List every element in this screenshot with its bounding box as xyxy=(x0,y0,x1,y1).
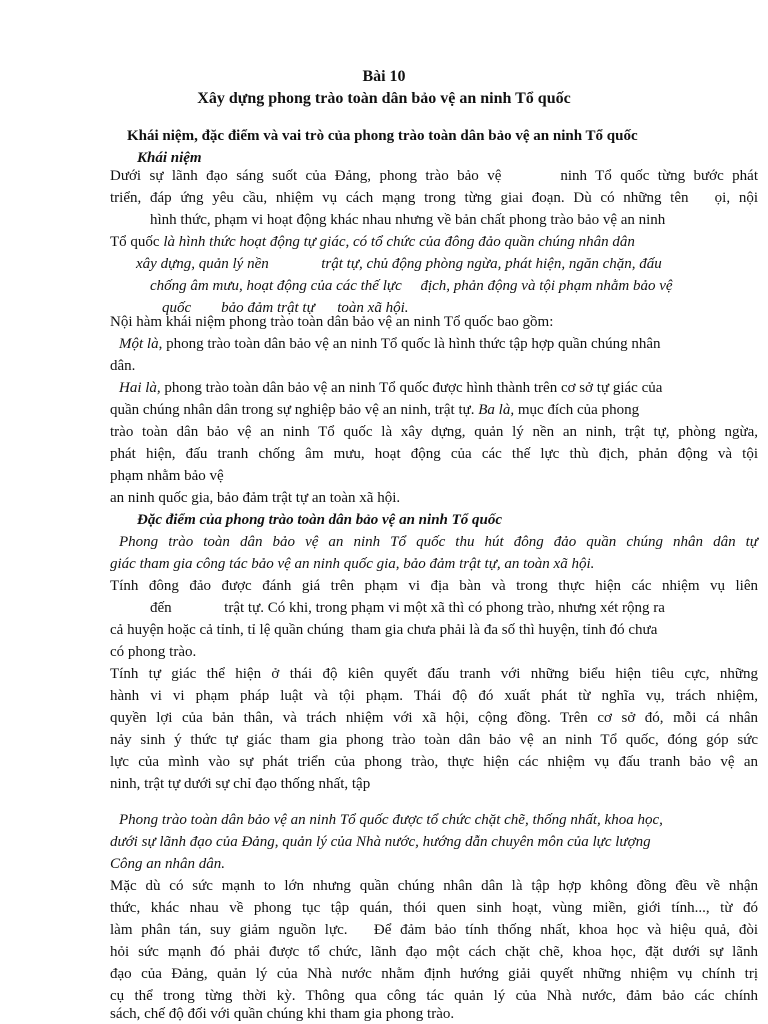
text-line: phát hiện, đấu tranh chống âm mưu, hoạt động của các thế lực thù địch, phản động và tội xyxy=(110,446,758,462)
text-line: Mặc dù có sức mạnh to lớn nhưng quần chúng nhân dân là tập hợp không đồng đều về nhận xyxy=(110,878,758,894)
text-line: nảy sinh ý thức tự giác tham gia phong trào toàn dân bảo vệ an ninh Tổ quốc, đóng góp sức xyxy=(110,732,758,748)
text-line: lực của mình vào sự phát triển của phong trào, thực hiện các nhiệm vụ đấu tranh bảo vệ an xyxy=(110,754,758,770)
italic-line: Phong trào toàn dân bảo vệ an ninh Tổ quốc được tổ chức chặt chẽ, thống nhất, khoa học, xyxy=(119,812,663,828)
text-run: phong trào toàn dân bảo vệ an ninh Tổ quốc được hình thành trên cơ sở tự giác của xyxy=(160,380,663,396)
text-line xyxy=(119,379,662,397)
italic-run: là hình thức hoạt động tự giác, có tổ chức của đông đảo quần chúng nhân dân xyxy=(163,234,635,250)
text-line xyxy=(110,233,635,251)
text-run: Tổ quốc xyxy=(110,234,164,250)
text-line: Nội hàm khái niệm phong trào toàn dân bảo vệ an ninh Tổ quốc bao gồm: xyxy=(110,314,554,330)
text-run: quần chúng nhân dân trong sự nghiệp bảo vệ an ninh, trật tự. xyxy=(110,402,479,418)
lesson-number: Bài 10 xyxy=(362,68,406,85)
text-line: quyền lợi của bản thân, và trách nhiệm với xã hội, cộng đồng. Trên cơ sở đó, mỗi cá nhân xyxy=(110,710,758,726)
text-line: sách, chế độ đối với quần chúng khi tham gia phong trào. xyxy=(110,1006,455,1022)
text-line: có phong trào. xyxy=(110,644,197,660)
italic-line: quốc bảo đảm trật tự toàn xã hội. xyxy=(162,300,409,316)
text-line: Dưới sự lãnh đạo sáng suốt của Đảng, phong trào bảo vệ ninh Tổ quốc từng bước phát xyxy=(110,168,758,184)
text-line: cả huyện hoặc cả tỉnh, tỉ lệ quần chúng tham gia chưa phải là đa số thì huyện, tỉnh đó chưa xyxy=(110,622,658,638)
text-line: thức, khác nhau về phong tục tập quán, thói quen sinh hoạt, vùng miền, giới tính..., từ đó xyxy=(110,900,758,916)
text-line: phạm nhằm bảo vệ xyxy=(110,468,224,484)
italic-run: Một là xyxy=(119,336,159,352)
text-run: , phong trào toàn dân bảo vệ an ninh Tổ quốc là hình thức tập hợp quần chúng nhân xyxy=(158,336,661,352)
text-line: đạo của Đảng, quản lý của Nhà nước nhằm định hướng giải quyết những nhiệm vụ chính trị xyxy=(110,966,758,982)
text-line: triển, đáp ứng yêu cầu, nhiệm vụ cách mạng trong từng giai đoạn. Dù có những tên ọi, nội xyxy=(110,190,758,206)
italic-line: chống âm mưu, hoạt động của các thế lực địch, phản động và tội phạm nhằm bảo vệ xyxy=(150,278,673,294)
text-line: hành vi vi phạm pháp luật và tội phạm. Thái độ đó xuất phát từ nghĩa vụ, trách nhiệm, xyxy=(110,688,758,704)
section-heading: Khái niệm, đặc điểm và vai trò của phong trào toàn dân bảo vệ an ninh Tổ quốc xyxy=(127,128,638,144)
text-run: mục đích của phong xyxy=(514,402,640,418)
italic-run: Hai là, xyxy=(119,380,161,396)
text-line xyxy=(110,401,639,419)
text-line: Tính tự giác thể hiện ở thái độ kiên quyết đấu tranh với những biểu hiện tiêu cực, những xyxy=(110,666,758,682)
text-line: Tính đông đảo được đánh giá trên phạm vi địa bàn và trong thực hiện các nhiệm vụ liên xyxy=(110,578,758,594)
italic-line: xây dựng, quản lý nền trật tự, chủ động phòng ngừa, phát hiện, ngăn chặn, đấu xyxy=(136,256,662,272)
text-line: hình thức, phạm vi hoạt động khác nhau nhưng về bản chất phong trào bảo vệ an ninh xyxy=(150,212,666,228)
lesson-title: Xây dựng phong trào toàn dân bảo vệ an ninh Tổ quốc xyxy=(197,90,571,107)
features-heading: Đặc điểm của phong trào toàn dân bảo vệ an ninh Tổ quốc xyxy=(137,512,503,528)
italic-line: Công an nhân dân. xyxy=(110,856,226,872)
text-line: hỏi sức mạnh đó phải được tổ chức, lãnh đạo một cách chặt chẽ, khoa học, đặt dưới sự lãnh xyxy=(110,944,758,960)
text-line: an ninh quốc gia, bảo đảm trật tự an toàn xã hội. xyxy=(110,490,401,506)
italic-line: dưới sự lãnh đạo của Đảng, quản lý của Nhà nước, hướng dẫn chuyên môn của lực lượng xyxy=(110,834,651,850)
italic-line: giác tham gia công tác bảo vệ an ninh quốc gia, bảo đảm trật tự, an toàn xã hội. xyxy=(110,556,595,572)
text-line: dân. xyxy=(110,358,136,374)
text-line xyxy=(119,335,661,353)
concept-heading: Khái niệm xyxy=(137,150,202,166)
italic-line: Phong trào toàn dân bảo vệ an ninh Tổ quốc thu hút đông đảo quần chúng nhân dân tự xyxy=(119,534,758,550)
text-line: ninh, trật tự dưới sự chỉ đạo thống nhất, tập xyxy=(110,776,371,792)
text-line: trào toàn dân bảo vệ an ninh Tổ quốc là xây dựng, quản lý nền an ninh, trật tự, phòng ngừa, xyxy=(110,424,758,440)
italic-run: Ba là, xyxy=(478,402,515,418)
text-line: làm phân tán, suy giảm nguồn lực. Để đảm bảo tính thống nhất, khoa học và hiệu quả, đòi xyxy=(110,922,758,938)
text-line: đến trật tự. Có khi, trong phạm vi một xã thì có phong trào, nhưng xét rộng ra xyxy=(150,600,665,616)
text-line: cụ thể trong từng thời kỳ. Thông qua công tác quản lý của Nhà nước, đảm bảo các chính xyxy=(110,988,758,1004)
